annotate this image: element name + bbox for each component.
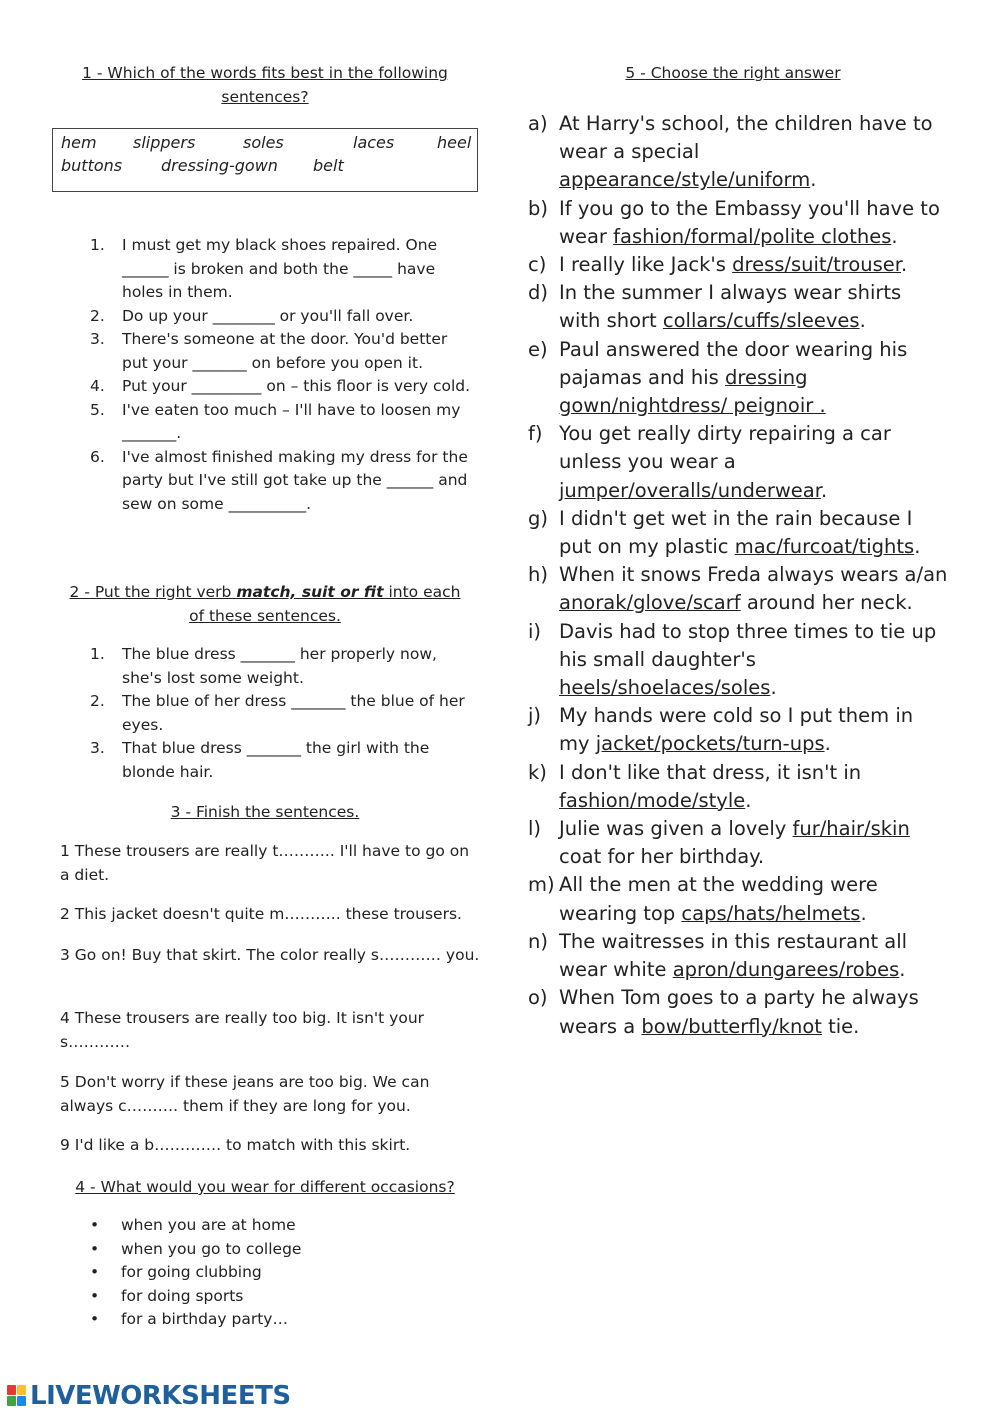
item-number: 4. xyxy=(90,377,105,395)
answer-choices: dress/suit/trouser xyxy=(732,253,902,277)
section5-list xyxy=(528,110,948,1041)
item-text: . xyxy=(914,535,921,559)
item-text: . xyxy=(770,676,777,700)
section2-heading-line2: of these sentences. xyxy=(189,607,341,625)
item-letter: n) xyxy=(528,929,548,953)
item-letter: i) xyxy=(528,619,542,643)
item-letter: e) xyxy=(528,337,548,361)
liveworksheets-logo[interactable] xyxy=(6,1379,296,1413)
list-item: • for doing sports xyxy=(60,1285,301,1309)
item-letter: f) xyxy=(528,422,543,446)
section2-heading-verbs: match, suit or fit xyxy=(236,583,384,601)
answer-choices: anorak/glove/scarf xyxy=(559,591,741,615)
answer-choices: dressing gown/nightdress/ peignoir . xyxy=(559,365,826,418)
list-item: • when you go to college xyxy=(60,1238,301,1262)
item-text: My hands were cold so I put them in my xyxy=(559,704,914,756)
item-number: 2. xyxy=(90,692,105,710)
section1-list xyxy=(52,234,472,516)
list-item xyxy=(528,759,948,815)
item-text: The blue of her dress _______ the blue of her eyes. xyxy=(122,692,465,734)
answer-choices: bow/butterfly/knot xyxy=(641,1014,822,1038)
list-item xyxy=(52,643,472,690)
answer-choices: heels/shoelaces/soles xyxy=(559,676,771,700)
item-text: coat for her birthday. xyxy=(559,845,765,869)
item-text: . xyxy=(901,253,908,277)
item-letter: o) xyxy=(528,986,548,1010)
item-text: I've eaten too much – I'll have to loosen my _______. xyxy=(122,400,461,442)
section4-heading: 4 - What would you wear for different occasions? xyxy=(75,1178,455,1196)
item-text: . xyxy=(824,732,831,756)
sentence-item: 4 These trousers are really too big. It isn't your s………… xyxy=(60,1009,425,1051)
list-item xyxy=(52,399,472,446)
list-item xyxy=(52,328,472,375)
list-item xyxy=(528,251,948,279)
sentence-item: 9 I'd like a b…………. to match with this skirt. xyxy=(60,1136,411,1154)
list-item: • for a birthday party… xyxy=(60,1308,301,1332)
logo-text: LIVEWORKSHEETS xyxy=(30,1381,291,1411)
item-number: 3. xyxy=(90,330,105,348)
list-item xyxy=(528,279,948,335)
word-bank-item: buttons xyxy=(61,156,123,175)
answer-choices: caps/hats/helmets xyxy=(681,901,861,925)
item-text: That blue dress _______ the girl with the blonde hair. xyxy=(122,739,430,781)
sentence-item: 1 These trousers are really t……….. I'll have to go on a diet. xyxy=(60,842,470,884)
answer-choices: fur/hair/skin xyxy=(792,817,910,841)
list-item xyxy=(528,618,948,703)
item-text: If you go to the Embassy you'll have to wear xyxy=(559,196,940,248)
item-letter: m) xyxy=(528,873,555,897)
item-text: In the summer I always wear shirts with short xyxy=(559,281,902,333)
sentence-item: 3 Go on! Buy that skirt. The color really s………… you. xyxy=(60,946,480,964)
item-text: I really like Jack's xyxy=(559,253,733,277)
section5-heading: 5 - Choose the right answer xyxy=(625,64,841,82)
answer-choices: jumper/overalls/underwear xyxy=(559,478,821,502)
item-letter: c) xyxy=(528,253,547,277)
list-item: • for going clubbing xyxy=(60,1261,301,1285)
item-text: . xyxy=(860,901,867,925)
word-bank-item: belt xyxy=(313,156,344,175)
answer-choices: apron/dungarees/robes xyxy=(672,958,900,982)
item-text: . xyxy=(899,958,906,982)
item-text: Davis had to stop three times to tie up his small daughter's xyxy=(559,619,937,671)
list-item xyxy=(528,336,948,421)
answer-choices: fashion/mode/style xyxy=(559,788,746,812)
answer-choices: appearance/style/uniform xyxy=(559,168,811,192)
item-text: Do up your ________ or you'll fall over. xyxy=(122,306,414,325)
item-text: I must get my black shoes repaired. One ______ is broken and both the _____ have holes in them. xyxy=(122,236,438,301)
section1-heading-line1: 1 - Which of the words fits best in the following xyxy=(82,64,448,82)
item-number: 3. xyxy=(90,739,105,757)
item-text: . xyxy=(891,224,898,248)
list-item xyxy=(528,505,948,561)
answer-choices: collars/cuffs/sleeves xyxy=(662,309,860,333)
section2-heading-part: 2 - Put the right verb xyxy=(69,583,237,601)
word-bank-item: slippers xyxy=(133,133,196,152)
item-text: When Tom goes to a party he always wears a xyxy=(559,986,919,1038)
item-text: The blue dress _______ her properly now, she's lost some weight. xyxy=(122,645,437,687)
item-text: When it snows Freda always wears a/an xyxy=(559,563,948,587)
section2-list xyxy=(52,643,472,784)
list-item xyxy=(528,984,948,1040)
item-letter: h) xyxy=(528,563,548,587)
item-letter: g) xyxy=(528,506,548,530)
item-text: The waitresses in this restaurant all wear white xyxy=(559,929,908,982)
logo-icon xyxy=(6,1383,28,1409)
section3-heading: 3 - Finish the sentences. xyxy=(170,803,360,821)
item-text: I've almost finished making my dress for the party but I've still got take up the ______ and sew on some __________. xyxy=(122,447,468,513)
list-item xyxy=(528,702,948,758)
item-letter: j) xyxy=(528,704,542,728)
answer-choices: mac/furcoat/tights xyxy=(734,535,915,559)
list-item: • when you are at home xyxy=(60,1214,301,1238)
list-item xyxy=(528,871,948,927)
item-text: There's someone at the door. You'd better put your _______ on before you open it. xyxy=(122,330,448,372)
item-text: . xyxy=(859,309,866,333)
item-text: I don't like that dress, it isn't in xyxy=(559,760,862,784)
list-item xyxy=(52,375,472,399)
item-text: Paul answered the door wearing his pajamas and his xyxy=(559,337,908,389)
answer-choices: fashion/formal/polite clothes xyxy=(613,224,892,248)
section2-heading-part: into each xyxy=(383,583,461,601)
list-item xyxy=(528,928,948,984)
word-bank-item: hem xyxy=(61,133,97,152)
item-text: around her neck. xyxy=(740,591,913,615)
item-letter: l) xyxy=(528,817,542,841)
item-letter: d) xyxy=(528,281,548,305)
word-bank-item: laces xyxy=(353,133,395,152)
sentence-item: 5 Don't worry if these jeans are too big. We can always c………. them if they are long for you. xyxy=(60,1073,430,1115)
item-text: You get really dirty repairing a car unless you wear a xyxy=(559,422,891,474)
section1-heading-line2: sentences? xyxy=(221,88,309,106)
item-letter: k) xyxy=(528,760,547,784)
item-text: All the men at the wedding were wearing top xyxy=(559,873,878,925)
word-bank-item: dressing-gown xyxy=(161,156,278,175)
list-item xyxy=(52,234,472,305)
item-letter: a) xyxy=(528,112,548,135)
item-text: Put your _________ on – this floor is very cold. xyxy=(122,377,471,395)
item-text: tie. xyxy=(821,1014,860,1038)
item-text: I didn't get wet in the rain because I put on my plastic xyxy=(559,506,913,559)
list-item xyxy=(528,110,948,195)
item-text: . xyxy=(745,788,752,812)
list-item xyxy=(52,446,472,517)
list-item xyxy=(528,561,948,617)
word-bank xyxy=(52,128,478,192)
word-bank-item: soles xyxy=(243,133,284,152)
item-number: 1. xyxy=(90,236,105,254)
item-text: . xyxy=(810,168,817,192)
item-number: 2. xyxy=(90,306,105,325)
item-number: 1. xyxy=(90,645,105,663)
item-text: Julie was given a lovely xyxy=(559,817,793,841)
list-item xyxy=(52,737,472,784)
list-item xyxy=(528,195,948,251)
item-number: 6. xyxy=(90,447,105,466)
item-text: . xyxy=(820,478,828,502)
list-item xyxy=(528,815,948,871)
answer-choices: jacket/pockets/turn-ups xyxy=(595,732,825,756)
list-item xyxy=(528,420,948,505)
section1-heading xyxy=(52,61,478,109)
sentence-item: 2 This jacket doesn't quite m……….. these trousers. xyxy=(60,905,462,923)
section4-list xyxy=(60,1214,301,1332)
list-item xyxy=(52,690,472,737)
section2-heading xyxy=(52,580,478,628)
item-letter: b) xyxy=(528,196,548,220)
word-bank-item: heel xyxy=(437,133,472,152)
item-number: 5. xyxy=(90,400,105,419)
list-item xyxy=(52,305,472,329)
item-text: At Harry's school, the children have to wear a special xyxy=(559,112,933,164)
